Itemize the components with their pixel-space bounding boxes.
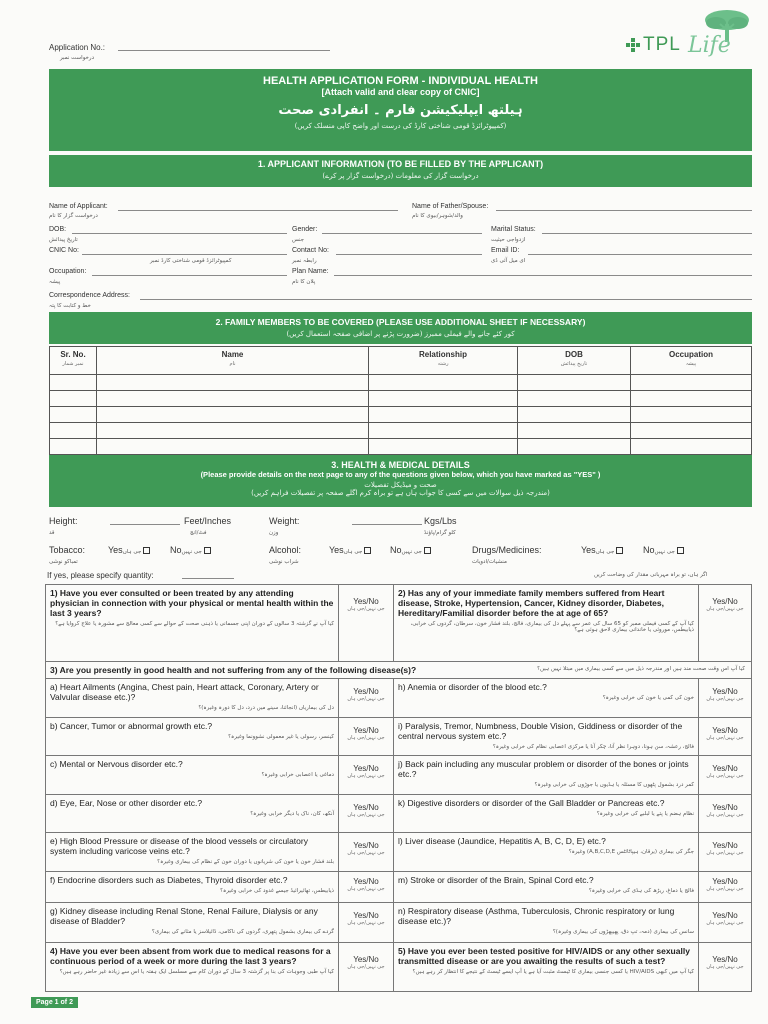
plan-name-urdu: پلان کا نام (292, 279, 316, 285)
question-3j-yes-no[interactable]: Yes/No جی نہیں/جی ہاں (698, 755, 752, 795)
family-members-table (49, 346, 752, 455)
logo-tpl-text: TPL (643, 34, 681, 55)
occupation-urdu: پیشہ (49, 279, 61, 285)
alcohol-yes-checkbox[interactable] (364, 547, 371, 554)
correspondence-address-label: Correspondence Address: (49, 292, 130, 299)
form-subtitle: [Attach valid and clear copy of CNIC] (321, 87, 480, 97)
section3-urdu-sub: (مندرجہ ذیل سوالات میں سے کسی کا جواب ہاں ہے تو براہ کرم اگلے صفحہ پر تفصیلات فراہم کریں) (251, 489, 550, 497)
page-indicator: Page 1 of 2 (31, 997, 78, 1008)
question-1-yes-no[interactable]: Yes/No جی نہیں/جی ہاں (338, 584, 394, 662)
form-title-band (49, 69, 752, 151)
form-subtitle-urdu: (کمپیوٹرائزڈ قومی شناختی کارڈ کی درست اور واضح کاپی منسلک کریں) (294, 122, 507, 130)
marital-status-field[interactable] (542, 233, 752, 234)
question-3l-yes-no[interactable]: Yes/No جی نہیں/جی ہاں (698, 832, 752, 872)
plan-name-label: Plan Name: (292, 268, 329, 275)
gender-label: Gender: (292, 226, 318, 233)
question-3b-yes-no[interactable]: Yes/No جی نہیں/جی ہاں (338, 717, 394, 756)
drugs-yes-checkbox[interactable] (616, 547, 623, 554)
drugs-no[interactable]: Noجی نہیں (643, 545, 684, 555)
alcohol-no[interactable]: Noجی نہیں (390, 545, 431, 555)
contact-no-label: Contact No: (292, 247, 329, 254)
family-table-header (50, 347, 752, 375)
question-3m: m) Stroke or disorder of the Brain, Spinal Cord etc.? فالج یا دماغ، ریڑھ کی ہڈی کی خرابی وغیرہ؟ (393, 871, 699, 903)
question-3e-yes-no[interactable]: Yes/No جی نہیں/جی ہاں (338, 832, 394, 872)
question-3a-yes-no[interactable]: Yes/No جی نہیں/جی ہاں (338, 678, 394, 718)
alcohol-no-checkbox[interactable] (424, 547, 431, 554)
kgs-lbs-urdu: کلو گرام/پاؤنڈ (424, 530, 456, 536)
question-3b: b) Cancer, Tumor or abnormal growth etc.? کینسر، رسولی یا غیر معمولی نشوونما وغیرہ؟ (45, 717, 339, 756)
question-3k: k) Digestive disorders or disorder of the Gall Bladder or Pancreas etc.? نظام ہضم یا پتے یا لبلبے کی خرابی وغیرہ؟ (393, 794, 699, 833)
weight-urdu: وزن (269, 530, 279, 536)
correspondence-address-field[interactable] (140, 299, 752, 300)
question-3c: c) Mental or Nervous disorder etc.? دماغی یا اعصابی خرابی وغیرہ؟ (45, 755, 339, 795)
col-name: Name نام (97, 347, 369, 375)
section1-urdu: درخواست گزار کی معلومات (درخواست گزار پر کرے) (322, 172, 479, 180)
father-spouse-label: Name of Father/Spouse: (412, 203, 489, 210)
drugs-yes[interactable]: Yesجی ہاں (581, 545, 623, 555)
question-2-yes-no[interactable]: Yes/No جی نہیں/جی ہاں (698, 584, 752, 662)
cnic-field[interactable] (82, 254, 287, 255)
kgs-lbs-label: Kgs/Lbs (424, 516, 457, 526)
section1-band (49, 155, 752, 187)
table-row[interactable] (50, 375, 752, 391)
tobacco-label: Tobacco: (49, 545, 86, 555)
gender-field[interactable] (322, 233, 482, 234)
table-row[interactable] (50, 423, 752, 439)
question-3h: h) Anemia or disorder of the blood etc.? خون کی کمی یا خون کی خرابی وغیرہ؟ (393, 678, 699, 718)
form-title-urdu: ہیلتھ ایپلیکیشن فارم ۔ انفرادی صحت (278, 103, 523, 118)
alcohol-label: Alcohol: (269, 545, 302, 555)
question-1: 1) Have you ever consulted or been treated by any attending physician in connection with your physical or mental health within the last 3 years? کیا آپ نے گزشتہ 3 سالوں کے دوران اپنی جسمانی یا ذہنی صحت کے حوالے سے کسی معالج سے مشورہ یا علاج کروایا ہے؟ (45, 584, 339, 662)
contact-no-urdu: رابطہ نمبر (292, 258, 317, 264)
cnic-label: CNIC No: (49, 247, 79, 254)
application-no-label: Application No.: (49, 43, 106, 52)
weight-field[interactable] (352, 524, 422, 525)
application-no-urdu: درخواست نمبر (60, 55, 95, 61)
contact-no-field[interactable] (336, 254, 482, 255)
question-3g-yes-no[interactable]: Yes/No جی نہیں/جی ہاں (338, 902, 394, 943)
alcohol-urdu: شراب نوشی (269, 559, 299, 565)
table-row[interactable] (50, 391, 752, 407)
section2-title: 2. FAMILY MEMBERS TO BE COVERED (PLEASE USE ADDITIONAL SHEET IF NECESSARY) (215, 317, 586, 327)
height-urdu: قد (49, 530, 55, 536)
col-relationship: Relationship رشتہ (369, 347, 518, 375)
tobacco-yes-checkbox[interactable] (143, 547, 150, 554)
section2-band (49, 312, 752, 344)
section3-title: 3. HEALTH & MEDICAL DETAILS (331, 460, 470, 470)
cross-dots-icon (626, 38, 640, 52)
question-4: 4) Have you ever been absent from work due to medical reasons for a continuous period of a week or more during the last 3 years? کیا آپ طبی وجوہات کی بنا پر گزشتہ 3 سال کے دوران کام سے مسلسل ایک ہفتہ یا اس سے زیادہ غیر حاضر رہے ہیں؟ (45, 942, 339, 992)
dob-label: DOB: (49, 226, 67, 233)
question-3c-yes-no[interactable]: Yes/No جی نہیں/جی ہاں (338, 755, 394, 795)
email-label: Email ID: (491, 247, 520, 254)
question-3n-yes-no[interactable]: Yes/No جی نہیں/جی ہاں (698, 902, 752, 943)
name-of-applicant-label: Name of Applicant: (49, 203, 108, 210)
tobacco-no[interactable]: Noجی نہیں (170, 545, 211, 555)
name-of-applicant-field[interactable] (118, 210, 398, 211)
tpl-life-logo (624, 8, 752, 63)
father-spouse-urdu: والد/شوہر/بیوی کا نام (412, 213, 463, 219)
section3-subtitle: (Please provide details on the next page to any of the questions given below, which you have marked as "YES" ) (200, 470, 601, 479)
section3-band (49, 455, 752, 507)
email-field[interactable] (528, 254, 752, 255)
form-title: HEALTH APPLICATION FORM - INDIVIDUAL HEALTH (263, 75, 538, 87)
col-sr-no: Sr. No. نمبر شمار (50, 347, 97, 375)
plan-name-field[interactable] (334, 275, 752, 276)
question-3i-yes-no[interactable]: Yes/No جی نہیں/جی ہاں (698, 717, 752, 756)
table-row[interactable] (50, 439, 752, 455)
section2-urdu: کور کئے جانے والے فیملی ممبرز (ضرورت پڑنے پر اضافی صفحہ استعمال کریں) (286, 330, 515, 338)
height-label: Height: (49, 516, 78, 526)
alcohol-yes[interactable]: Yesجی ہاں (329, 545, 371, 555)
marital-status-urdu: ازدواجی حیثیت (491, 237, 526, 243)
question-3k-yes-no[interactable]: Yes/No جی نہیں/جی ہاں (698, 794, 752, 833)
dob-field[interactable] (72, 233, 287, 234)
email-urdu: ای میل آئی ڈی (491, 258, 526, 264)
question-3d: d) Eye, Ear, Nose or other disorder etc.? آنکھ، کان، ناک یا دیگر خرابی وغیرہ؟ (45, 794, 339, 833)
weight-label: Weight: (269, 516, 300, 526)
question-3f: f) Endocrine disorders such as Diabetes, Thyroid disorder etc.? ذیابیطس، تھائیرائیڈ جیسے غدود کی خرابی وغیرہ؟ (45, 871, 339, 903)
tobacco-urdu: تمباکو نوشی (49, 559, 78, 565)
question-3a: a) Heart Ailments (Angina, Chest pain, Heart attack, Coronary, Artery or Valvular disease etc.)? دل کی بیماریاں (انجائنا، سینے میں درد، دل کا دورہ وغیرہ)؟ (45, 678, 339, 718)
table-row[interactable] (50, 407, 752, 423)
question-3l: l) Liver disease (Jaundice, Hepatitis A, B, C, D, E) etc.? جگر کی بیماری (یرقان، ہیپاٹائٹس A,B,C,D,E) وغیرہ؟ (393, 832, 699, 872)
question-3d-yes-no[interactable]: Yes/No جی نہیں/جی ہاں (338, 794, 394, 833)
tobacco-yes[interactable]: Yesجی ہاں (108, 545, 150, 555)
quantity-field[interactable] (182, 578, 234, 579)
marital-status-label: Marital Status: (491, 226, 536, 233)
dob-urdu: تاریخ پیدائش (49, 237, 78, 243)
correspondence-address-urdu: خط و کتابت کا پتہ (49, 303, 91, 309)
question-5: 5) Have you ever been tested positive for HIV/AIDS or any other sexually transmitted disease or are you awaiting the results of such a test? کیا آپ میں کبھی HIV/AIDS یا کسی جنسی بیماری کا ٹیسٹ مثبت آیا ہے یا آپ ایسے ٹیسٹ کے نتیجے کا انتظار کر رہے ہیں؟ (393, 942, 699, 992)
question-3n: n) Respiratory disease (Asthma, Tuberculosis, Chronic respiratory or lung disease etc.)? سانس کی بیماری (دمہ، تپ دق، پھیپھڑوں کی بیماری وغیرہ)؟ (393, 902, 699, 943)
section1-title: 1. APPLICANT INFORMATION (TO BE FILLED BY THE APPLICANT) (257, 159, 544, 169)
question-3i: i) Paralysis, Tremor, Numbness, Double Vision, Giddiness or disorder of the central nervous system etc.? فالج، رعشہ، سن ہونا، دوہرا نظر آنا، چکر آنا یا مرکزی اعصابی نظام کی خرابی وغیرہ؟ (393, 717, 699, 756)
occupation-label: Occupation: (49, 268, 87, 275)
name-of-applicant-urdu: درخواست گزار کا نام (49, 213, 98, 219)
question-3e: e) High Blood Pressure or disease of the blood vessels or circulatory system including varicose veins etc.? بلند فشار خون یا خون کی شریانوں یا دوران خون کے نظام کی بیماری وغیرہ؟ (45, 832, 339, 872)
application-no-field[interactable] (118, 50, 330, 51)
section3-urdu: صحت و میڈیکل تفصیلات (364, 481, 437, 489)
height-field[interactable] (110, 524, 180, 525)
question-3h-yes-no[interactable]: Yes/No جی نہیں/جی ہاں (698, 678, 752, 718)
feet-inches-label: Feet/Inches (184, 516, 232, 526)
question-4-yes-no[interactable]: Yes/No جی نہیں/جی ہاں (338, 942, 394, 992)
question-3g: g) Kidney disease including Renal Stone, Renal Failure, Dialysis or any disease of Bladder? گردے کی بیماری بشمول پتھری، گردوں کی ناکامی، ڈائیلاسز یا مثانے کی بیماری؟ (45, 902, 339, 943)
drugs-urdu: منشیات/ادویات (472, 559, 507, 565)
tobacco-no-checkbox[interactable] (204, 547, 211, 554)
question-3j: j) Back pain including any muscular problem or disorder of the bones or joints etc.? کمر درد بشمول پٹھوں کا مسئلہ یا ہڈیوں یا جوڑوں کی خرابی وغیرہ؟ (393, 755, 699, 795)
question-3f-yes-no[interactable]: Yes/No جی نہیں/جی ہاں (338, 871, 394, 903)
feet-inches-urdu: فٹ/انچ (190, 530, 207, 536)
quantity-urdu: اگر ہاں، تو براہ مہربانی مقدار کی وضاحت کریں (594, 572, 708, 578)
drugs-label: Drugs/Medicines: (472, 545, 542, 555)
question-3: 3) Are you presently in good health and not suffering from any of the following disease(s)? کیا آپ اس وقت صحت مند ہیں اور مندرجہ ذیل میں سے کسی بیماری میں مبتلا نہیں ہیں؟ (45, 661, 752, 679)
occupation-field[interactable] (92, 275, 287, 276)
question-5-yes-no[interactable]: Yes/No جی نہیں/جی ہاں (698, 942, 752, 992)
col-occupation: Occupation پیشہ (631, 347, 752, 375)
col-dob: DOB تاریخ پیدائش (518, 347, 631, 375)
cnic-urdu: کمپیوٹرائزڈ قومی شناختی کارڈ نمبر (150, 258, 232, 264)
gender-urdu: جنس (292, 237, 305, 243)
quantity-label: If yes, please specify quantity: (47, 571, 154, 580)
logo-life-text: Life (688, 33, 731, 58)
question-3m-yes-no[interactable]: Yes/No جی نہیں/جی ہاں (698, 871, 752, 903)
father-spouse-field[interactable] (496, 210, 752, 211)
question-2: 2) Has any of your immediate family members suffered from Heart disease, Stroke, Hypertension, Cancer, Kidney disorder, Diabetes, Hereditary/Familial disorder before the at age of 65? کیا آپ کے کسی فیملی ممبر کو 65 سال کی عمر سے پہلے دل کی بیماری، فالج، بلند فشار خون، سرطان، گردوں کی خرابی، ذیابیطس، موروثی یا خاندانی بیماری لاحق ہوئی ہے؟ (393, 584, 699, 662)
drugs-no-checkbox[interactable] (677, 547, 684, 554)
